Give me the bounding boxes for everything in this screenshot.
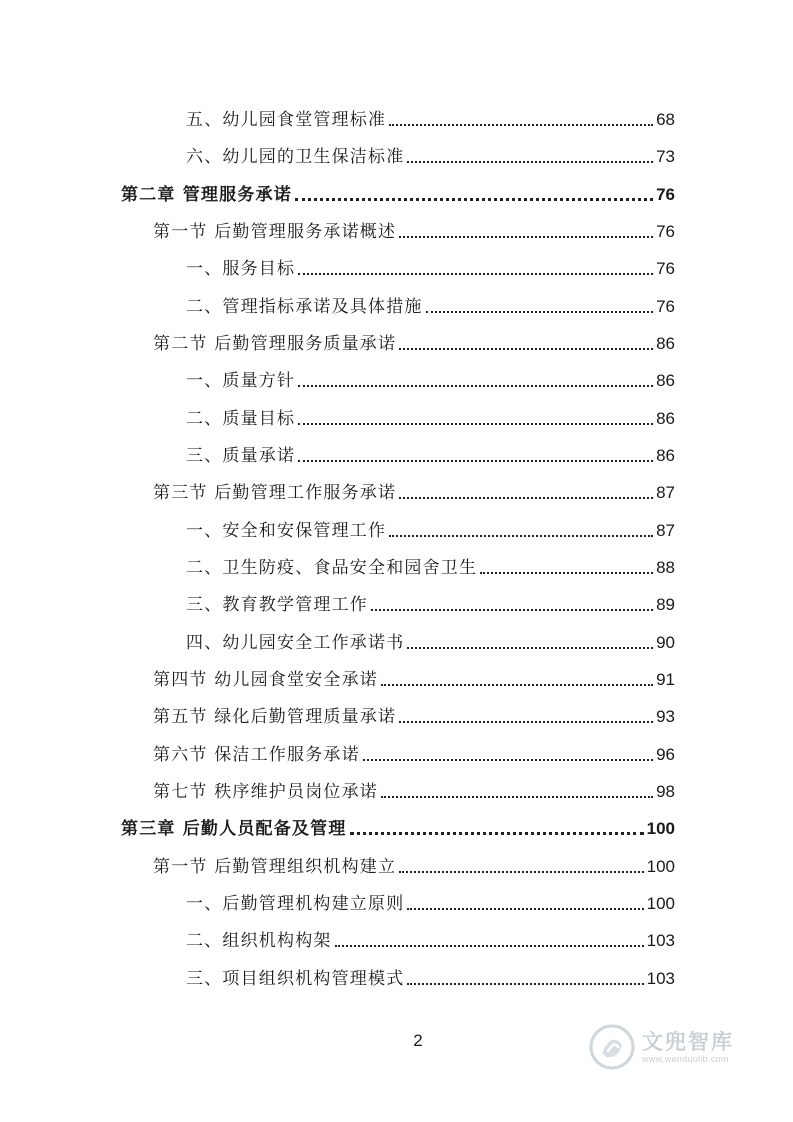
toc-entry-label: 第二节 后勤管理服务质量承诺 bbox=[153, 334, 397, 354]
toc-entry-page: 88 bbox=[656, 558, 675, 577]
toc-entry-label: 一、安全和安保管理工作 bbox=[186, 521, 387, 541]
toc-entry-page: 87 bbox=[656, 521, 675, 540]
wendou-logo-icon bbox=[588, 1023, 636, 1071]
toc-entry[interactable] bbox=[186, 516, 675, 542]
dot-leader bbox=[426, 311, 653, 313]
toc-entry[interactable] bbox=[186, 926, 675, 952]
toc-entry[interactable] bbox=[186, 553, 675, 579]
toc-entry-label: 第二章 管理服务承诺 bbox=[121, 185, 292, 205]
toc-entry-page: 100 bbox=[646, 857, 675, 876]
dot-leader bbox=[295, 198, 653, 201]
toc-entry-page: 90 bbox=[656, 633, 675, 652]
toc-entry-label: 三、质量承诺 bbox=[186, 446, 296, 466]
toc-entry-page: 86 bbox=[656, 371, 675, 390]
toc-entry-page: 86 bbox=[656, 334, 675, 353]
toc-entry-page: 86 bbox=[656, 446, 675, 465]
dot-leader bbox=[407, 983, 643, 985]
dot-leader bbox=[399, 871, 643, 873]
toc-entry-label: 第三章 后勤人员配备及管理 bbox=[121, 819, 347, 839]
toc-chapter-entry[interactable] bbox=[121, 814, 675, 840]
toc-entry-label: 第五节 绿化后勤管理质量承诺 bbox=[153, 707, 397, 727]
dot-leader bbox=[298, 273, 653, 275]
toc-entry-label: 二、质量目标 bbox=[186, 409, 296, 429]
dot-leader bbox=[399, 497, 653, 499]
toc-entry-label: 二、卫生防疫、食品安全和园舍卫生 bbox=[186, 558, 478, 578]
watermark-url: www.wenduolib.com bbox=[642, 1054, 729, 1064]
toc-entry-page: 76 bbox=[656, 185, 675, 204]
dot-leader bbox=[350, 832, 644, 835]
toc-entry-page: 86 bbox=[656, 409, 675, 428]
toc-entry-page: 76 bbox=[656, 259, 675, 278]
toc-entry-page: 93 bbox=[656, 707, 675, 726]
toc-entry-label: 第三节 后勤管理工作服务承诺 bbox=[153, 483, 397, 503]
toc-entry-page: 76 bbox=[656, 222, 675, 241]
toc-entry-label: 一、后勤管理机构建立原则 bbox=[186, 894, 405, 914]
toc-entry-label: 二、组织机构构架 bbox=[186, 931, 332, 951]
toc-entry-label: 三、项目组织机构管理模式 bbox=[186, 969, 405, 989]
toc-entry[interactable] bbox=[186, 441, 675, 467]
toc-section-entry[interactable] bbox=[153, 329, 675, 355]
page-number: 2 bbox=[413, 1031, 423, 1050]
toc-entry-label: 第四节 幼儿园食堂安全承诺 bbox=[153, 670, 379, 690]
toc-entry[interactable] bbox=[186, 590, 675, 616]
toc-entry-page: 98 bbox=[656, 782, 675, 801]
toc-entry-label: 第一节 后勤管理服务承诺概述 bbox=[153, 222, 397, 242]
toc-entry[interactable] bbox=[186, 366, 675, 392]
watermark-name: 文兜智库 bbox=[642, 1030, 734, 1054]
toc-entry-page: 89 bbox=[656, 595, 675, 614]
dot-leader bbox=[399, 348, 653, 350]
toc-chapter-entry[interactable] bbox=[121, 180, 675, 206]
toc-entry[interactable] bbox=[186, 404, 675, 430]
dot-leader bbox=[298, 423, 653, 425]
watermark bbox=[588, 1017, 778, 1077]
toc-entry[interactable] bbox=[186, 889, 675, 915]
toc-entry[interactable] bbox=[186, 254, 675, 280]
toc-section-entry[interactable] bbox=[153, 852, 675, 878]
toc-entry-page: 100 bbox=[646, 894, 675, 913]
toc-section-entry[interactable] bbox=[153, 702, 675, 728]
dot-leader bbox=[298, 460, 653, 462]
toc-entry-label: 三、教育教学管理工作 bbox=[186, 595, 368, 615]
dot-leader bbox=[480, 572, 653, 574]
toc-entry[interactable] bbox=[186, 964, 675, 990]
dot-leader bbox=[363, 759, 653, 761]
dot-leader bbox=[381, 796, 653, 798]
toc-entry-page: 87 bbox=[656, 483, 675, 502]
dot-leader bbox=[399, 721, 653, 723]
dot-leader bbox=[389, 124, 653, 126]
toc-entry[interactable] bbox=[186, 142, 675, 168]
toc-entry-page: 68 bbox=[656, 110, 675, 129]
toc-entry[interactable] bbox=[186, 292, 675, 318]
toc-section-entry[interactable] bbox=[153, 665, 675, 691]
dot-leader bbox=[381, 684, 653, 686]
toc-entry-label: 一、质量方针 bbox=[186, 371, 296, 391]
toc-section-entry[interactable] bbox=[153, 777, 675, 803]
toc-section-entry[interactable] bbox=[153, 478, 675, 504]
toc-entry-label: 第六节 保洁工作服务承诺 bbox=[153, 745, 360, 765]
dot-leader bbox=[298, 385, 653, 387]
toc-entry[interactable] bbox=[186, 628, 675, 654]
toc-entry-label: 第一节 后勤管理组织机构建立 bbox=[153, 857, 397, 877]
toc-entry-page: 103 bbox=[646, 931, 675, 950]
dot-leader bbox=[335, 945, 644, 947]
dot-leader bbox=[407, 161, 653, 163]
toc-entry-label: 第七节 秩序维护员岗位承诺 bbox=[153, 782, 379, 802]
dot-leader bbox=[399, 236, 653, 238]
dot-leader bbox=[407, 908, 643, 910]
toc-section-entry[interactable] bbox=[153, 217, 675, 243]
dot-leader bbox=[371, 609, 653, 611]
dot-leader bbox=[407, 647, 653, 649]
toc-entry-page: 96 bbox=[656, 745, 675, 764]
toc-entry-page: 91 bbox=[656, 670, 675, 689]
toc-entry-label: 二、管理指标承诺及具体措施 bbox=[186, 297, 423, 317]
toc-entry-label: 四、幼儿园安全工作承诺书 bbox=[186, 633, 405, 653]
toc-entry-label: 六、幼儿园的卫生保洁标准 bbox=[186, 147, 405, 167]
toc-entry-page: 73 bbox=[656, 147, 675, 166]
dot-leader bbox=[389, 535, 653, 537]
toc-entry-page: 100 bbox=[646, 819, 675, 838]
toc-entry[interactable] bbox=[186, 105, 675, 131]
toc-entry-label: 五、幼儿园食堂管理标准 bbox=[186, 110, 387, 130]
toc-entry-label: 一、服务目标 bbox=[186, 259, 296, 279]
toc-section-entry[interactable] bbox=[153, 740, 675, 766]
toc-entry-page: 76 bbox=[656, 297, 675, 316]
toc-entry-page: 103 bbox=[646, 969, 675, 988]
